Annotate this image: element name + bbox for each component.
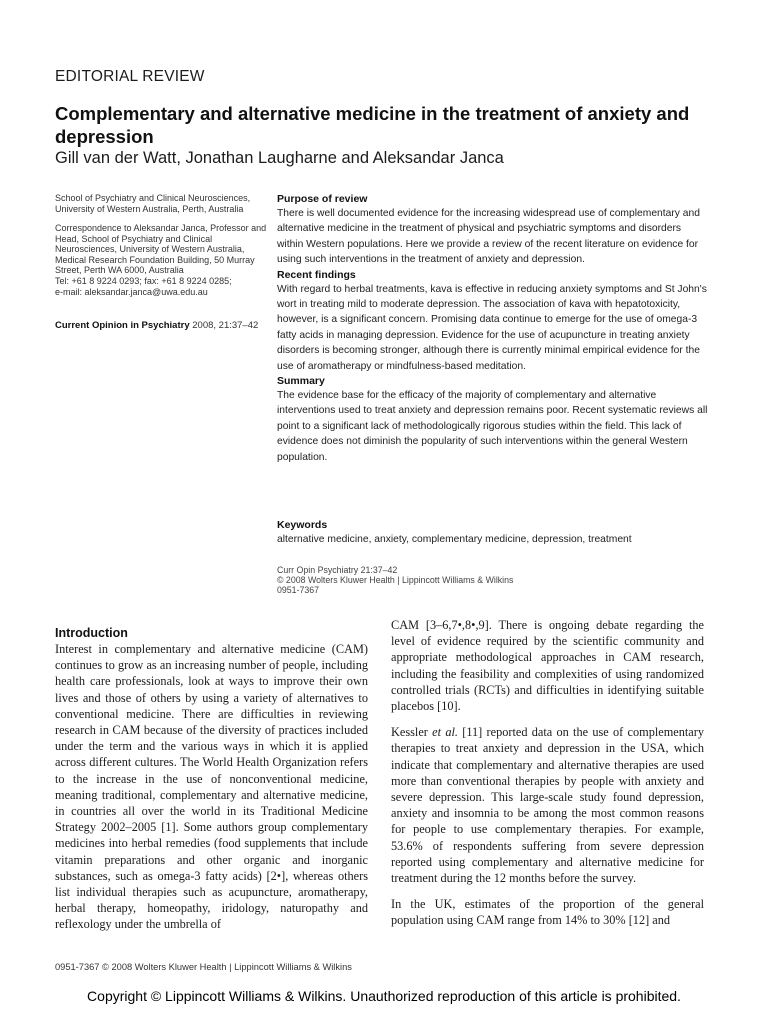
citation-line: 0951-7367 bbox=[277, 584, 320, 595]
citation-info bbox=[277, 566, 513, 595]
body-column-right bbox=[391, 617, 704, 939]
paragraph-text: [11] reported data on the use of complementary therapies to treat anxiety and depression in the USA, which indicate that complementary and alternative therapies are used more than conventional therapies by people with anxiety and severe depression. This large-scale study found depression, anxiety and insomnia to be among the most common reasons for people to use complementary therapies. For example, 53.6% of respondents suffering from severe depression reported using complementary and alternative medicine for treatment during the 12 months before the survey. bbox=[391, 725, 705, 886]
keywords-text: alternative medicine, anxiety, complementary medicine, depression, treatment bbox=[277, 534, 632, 545]
body-paragraph: Interest in complementary and alternative medicine (CAM) continues to grow as an increasing number of people, including health care professionals, look at ways to improve their own lives and those of others by using a variety of alternatives to conventional medicine. There are difficulties in reviewing research in CAM because of the diversity of practices included under the term and the various ways in which it is applied across different cultures. The World Health Organization refers to the increase in the use of nonconventional medicine, meaning traditional, complementary and alternative medicine, in countries all over the world in its Traditional Medicine Strategy 2002–2005 [1]. Some authors group complementary medicines into herbal remedies (food supplements that include vitamin preparations and other organic and inorganic substances, such as omega-3 fatty acids) [2•], whereas others list individual therapies such as acupuncture, aromatherapy, herbal therapy, homeopathy, iridology, naturopathy and reflexology under the umbrella of bbox=[55, 642, 368, 932]
authors: Gill van der Watt, Jonathan Laugharne and Aleksandar Janca bbox=[55, 149, 504, 167]
journal-cite: 2008, 21:37–42 bbox=[192, 320, 259, 331]
keywords bbox=[277, 518, 709, 547]
correspondence-line: Medical Research Foundation Building, 50 Murray bbox=[55, 254, 255, 265]
body-paragraph bbox=[391, 724, 704, 886]
affiliation-line: University of Western Australia, Perth, Australia bbox=[55, 203, 244, 214]
keywords-heading: Keywords bbox=[277, 519, 328, 531]
correspondence-line: Head, School of Psychiatry and Clinical bbox=[55, 233, 213, 244]
correspondence-line: Street, Perth WA 6000, Australia bbox=[55, 265, 184, 276]
citation-line: © 2008 Wolters Kluwer Health | Lippincott Williams & Wilkins bbox=[277, 574, 514, 585]
affiliation-line: School of Psychiatry and Clinical Neurosciences, bbox=[55, 193, 251, 203]
journal-reference bbox=[55, 320, 258, 331]
summary-heading: Summary bbox=[277, 375, 325, 388]
article-title: Complementary and alternative medicine in the treatment of anxiety and depression bbox=[55, 103, 690, 147]
journal-name: Current Opinion in Psychiatry bbox=[55, 320, 190, 331]
author-name: Kessler bbox=[391, 725, 428, 740]
correspondence-line: Correspondence to Aleksandar Janca, Professor and bbox=[55, 223, 267, 233]
body-paragraph: CAM [3–6,7•,8•,9]. There is ongoing debate regarding the level of evidence required by the scientific community and appropriate methodological approaches in CAM research, including the feasibility and complexities of using randomized controlled trials (RCTs) and difficulties in identifying suitable placebos [10]. bbox=[391, 618, 704, 714]
copyright-notice: Copyright © Lippincott Williams & Wilkins. Unauthorized reproduction of this article is prohibited. bbox=[87, 988, 681, 1004]
body-column-left bbox=[55, 641, 368, 943]
body-paragraph: In the UK, estimates of the proportion of the general population using CAM range from 14% to 30% [12] and bbox=[391, 897, 704, 928]
purpose-heading: Purpose of review bbox=[277, 193, 368, 205]
introduction-heading: Introduction bbox=[55, 626, 128, 640]
purpose-text: There is well documented evidence for the increasing widespread use of complementary and alternative medicine in the treatment of physical and psychiatric symptoms and disorders within Western populations. Here we provide a review of the recent literature on evidence for using such interventions in the treatment of anxiety and depression. bbox=[277, 208, 700, 266]
affiliation bbox=[55, 193, 270, 214]
correspondence-line: Tel: +61 8 9224 0293; fax: +61 8 9224 0285; bbox=[55, 275, 232, 286]
findings-heading: Recent findings bbox=[277, 268, 356, 281]
summary-text: The evidence base for the efficacy of the majority of complementary and alternative interventions used to treat anxiety and depression remains poor. Recent systematic reviews all point to a significant lack of methodologically rigorous studies within the field. This lack of evidence does not diminish the popularity of such interventions within the general Western population. bbox=[277, 390, 708, 463]
section-label: EDITORIAL REVIEW bbox=[55, 68, 205, 85]
page-footer: 0951-7367 © 2008 Wolters Kluwer Health | Lippincott Williams & Wilkins bbox=[55, 962, 352, 972]
findings-text: With regard to herbal treatments, kava is effective in reducing anxiety symptoms and St John's wort in treating mild to moderate depression. The association of kava with hepatotoxicity, however, is a significant concern. Promising data continue to emerge for the use of omega-3 fatty acids in managing depression. Evidence for the use of acupuncture in treating anxiety disorders is becoming stronger, although there is currently minimal empirical evidence for the use of aromatherapy or mindfulness-based meditation. bbox=[277, 283, 707, 372]
correspondence-email[interactable]: e-mail: aleksandar.janca@uwa.edu.au bbox=[55, 286, 208, 297]
abstract bbox=[277, 192, 709, 465]
citation-line: Curr Opin Psychiatry 21:37–42 bbox=[277, 565, 398, 575]
correspondence-line: Neurosciences, University of Western Australia, bbox=[55, 244, 245, 255]
correspondence bbox=[55, 223, 270, 297]
et-al: et al. bbox=[432, 725, 458, 740]
